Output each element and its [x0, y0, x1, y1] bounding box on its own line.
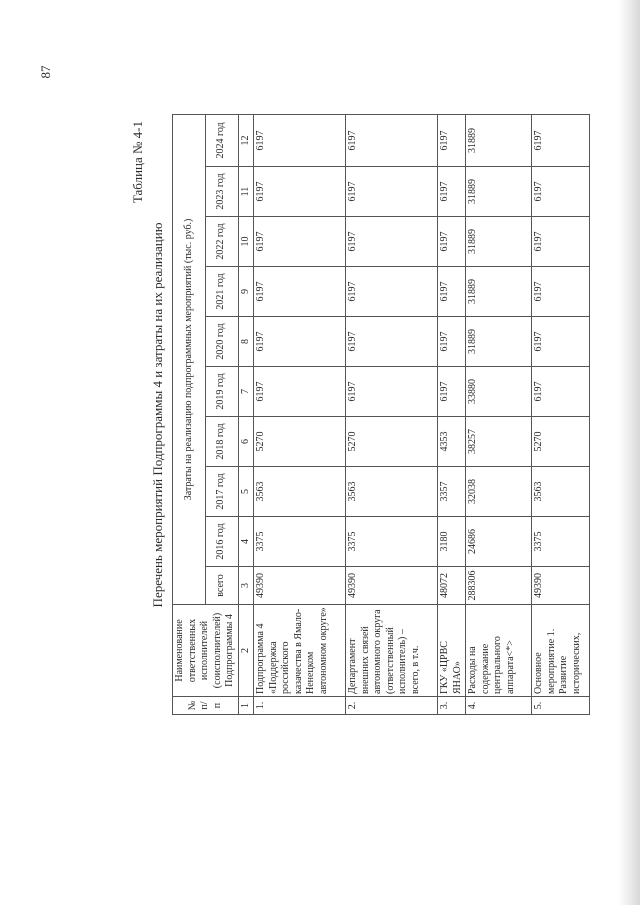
year-value-cell: 6197	[438, 167, 466, 217]
header-year: 2016 год	[205, 517, 238, 567]
year-value-cell: 3563	[254, 467, 346, 517]
column-number: 4	[238, 517, 254, 567]
year-value-cell: 6197	[254, 217, 346, 267]
year-value-cell: 6197	[254, 167, 346, 217]
year-value-cell: 6197	[346, 114, 438, 166]
rotated-page-content	[130, 115, 610, 715]
row-name-cell: Департамент внешних связей автономного округа (ответственный исполнитель) – всего, в т.ч.	[346, 605, 438, 697]
total-cell: 48072	[438, 567, 466, 605]
table-row	[532, 114, 590, 714]
year-value-cell: 5270	[532, 417, 590, 467]
row-name-cell: Подпрограмма 4 «Поддержка российского казачества в Ямало-Ненецком автономном округе»	[254, 605, 346, 697]
cost-table	[172, 114, 590, 715]
year-value-cell: 6197	[254, 317, 346, 367]
year-value-cell: 24686	[466, 517, 532, 567]
header-num: № п/п	[173, 697, 239, 715]
year-value-cell: 38257	[466, 417, 532, 467]
year-value-cell: 6197	[532, 114, 590, 166]
year-value-cell: 3563	[346, 467, 438, 517]
year-value-cell: 6197	[254, 114, 346, 166]
year-value-cell: 3375	[346, 517, 438, 567]
header-name: Наименование ответственных исполнителей (соисполнителей) Подпрограммы 4	[173, 605, 239, 697]
scan-edge-shadow	[618, 0, 640, 905]
year-value-cell: 31889	[466, 167, 532, 217]
year-value-cell: 6197	[532, 217, 590, 267]
row-number-cell: 5.	[532, 697, 590, 715]
header-total: всего	[205, 567, 238, 605]
year-value-cell: 3375	[254, 517, 346, 567]
row-number-cell: 3.	[438, 697, 466, 715]
table-label: Таблица № 4-1	[130, 121, 145, 204]
total-cell: 49390	[254, 567, 346, 605]
row-number-cell: 4.	[466, 697, 532, 715]
header-year: 2021 год	[205, 267, 238, 317]
document-title: Перечень мероприятий Подпрограммы 4 и затраты на их реализацию	[150, 222, 165, 608]
year-value-cell: 6197	[346, 167, 438, 217]
header-year: 2023 год	[205, 167, 238, 217]
row-name-cell: Основное мероприятие 1. Развитие исторических,	[532, 605, 590, 697]
header-year: 2024 год	[205, 114, 238, 166]
year-value-cell: 32038	[466, 467, 532, 517]
column-number: 5	[238, 467, 254, 517]
row-name-cell: Расходы на содержание центрального аппарата<*>	[466, 605, 532, 697]
year-value-cell: 33880	[466, 367, 532, 417]
column-number: 9	[238, 267, 254, 317]
year-value-cell: 6197	[438, 217, 466, 267]
column-number: 11	[238, 167, 254, 217]
table-row	[466, 114, 532, 714]
year-value-cell: 6197	[532, 167, 590, 217]
column-number-row	[238, 114, 254, 714]
year-value-cell: 5270	[254, 417, 346, 467]
year-value-cell: 4353	[438, 417, 466, 467]
year-value-cell: 6197	[438, 317, 466, 367]
year-value-cell: 31889	[466, 317, 532, 367]
year-value-cell: 3563	[532, 467, 590, 517]
total-cell: 49390	[532, 567, 590, 605]
row-name-cell: ГКУ «ЦРВС ЯНАО»	[438, 605, 466, 697]
header-year: 2018 год	[205, 417, 238, 467]
header-year: 2020 год	[205, 317, 238, 367]
table-row	[254, 114, 346, 714]
year-value-cell: 6197	[438, 114, 466, 166]
row-number-cell: 2.	[346, 697, 438, 715]
header-year: 2022 год	[205, 217, 238, 267]
table-row	[438, 114, 466, 714]
total-cell: 288306	[466, 567, 532, 605]
row-number-cell: 1.	[254, 697, 346, 715]
column-number: 7	[238, 367, 254, 417]
year-value-cell: 3375	[532, 517, 590, 567]
year-value-cell: 6197	[254, 267, 346, 317]
column-number: 2	[238, 605, 254, 697]
page-number: 87	[38, 65, 53, 79]
column-number: 8	[238, 317, 254, 367]
column-number: 12	[238, 114, 254, 166]
year-value-cell: 6197	[254, 367, 346, 417]
year-value-cell: 6197	[346, 217, 438, 267]
year-value-cell: 3357	[438, 467, 466, 517]
year-value-cell: 6197	[532, 267, 590, 317]
year-value-cell: 6197	[346, 317, 438, 367]
year-value-cell: 6197	[438, 267, 466, 317]
header-year: 2019 год	[205, 367, 238, 417]
year-value-cell: 5270	[346, 417, 438, 467]
year-value-cell: 6197	[346, 367, 438, 417]
column-number: 3	[238, 567, 254, 605]
year-value-cell: 6197	[532, 367, 590, 417]
year-value-cell: 6197	[346, 267, 438, 317]
year-value-cell: 31889	[466, 114, 532, 166]
year-value-cell: 3180	[438, 517, 466, 567]
header-row-1	[173, 114, 206, 714]
column-number: 1	[238, 697, 254, 715]
table-row	[346, 114, 438, 714]
column-number: 10	[238, 217, 254, 267]
year-value-cell: 31889	[466, 217, 532, 267]
header-year: 2017 год	[205, 467, 238, 517]
total-cell: 49390	[346, 567, 438, 605]
header-costs-group: Затраты на реализацию подпрограммных мероприятий (тыс. руб.)	[173, 114, 206, 604]
column-number: 6	[238, 417, 254, 467]
year-value-cell: 6197	[532, 317, 590, 367]
year-value-cell: 6197	[438, 367, 466, 417]
year-value-cell: 31889	[466, 267, 532, 317]
